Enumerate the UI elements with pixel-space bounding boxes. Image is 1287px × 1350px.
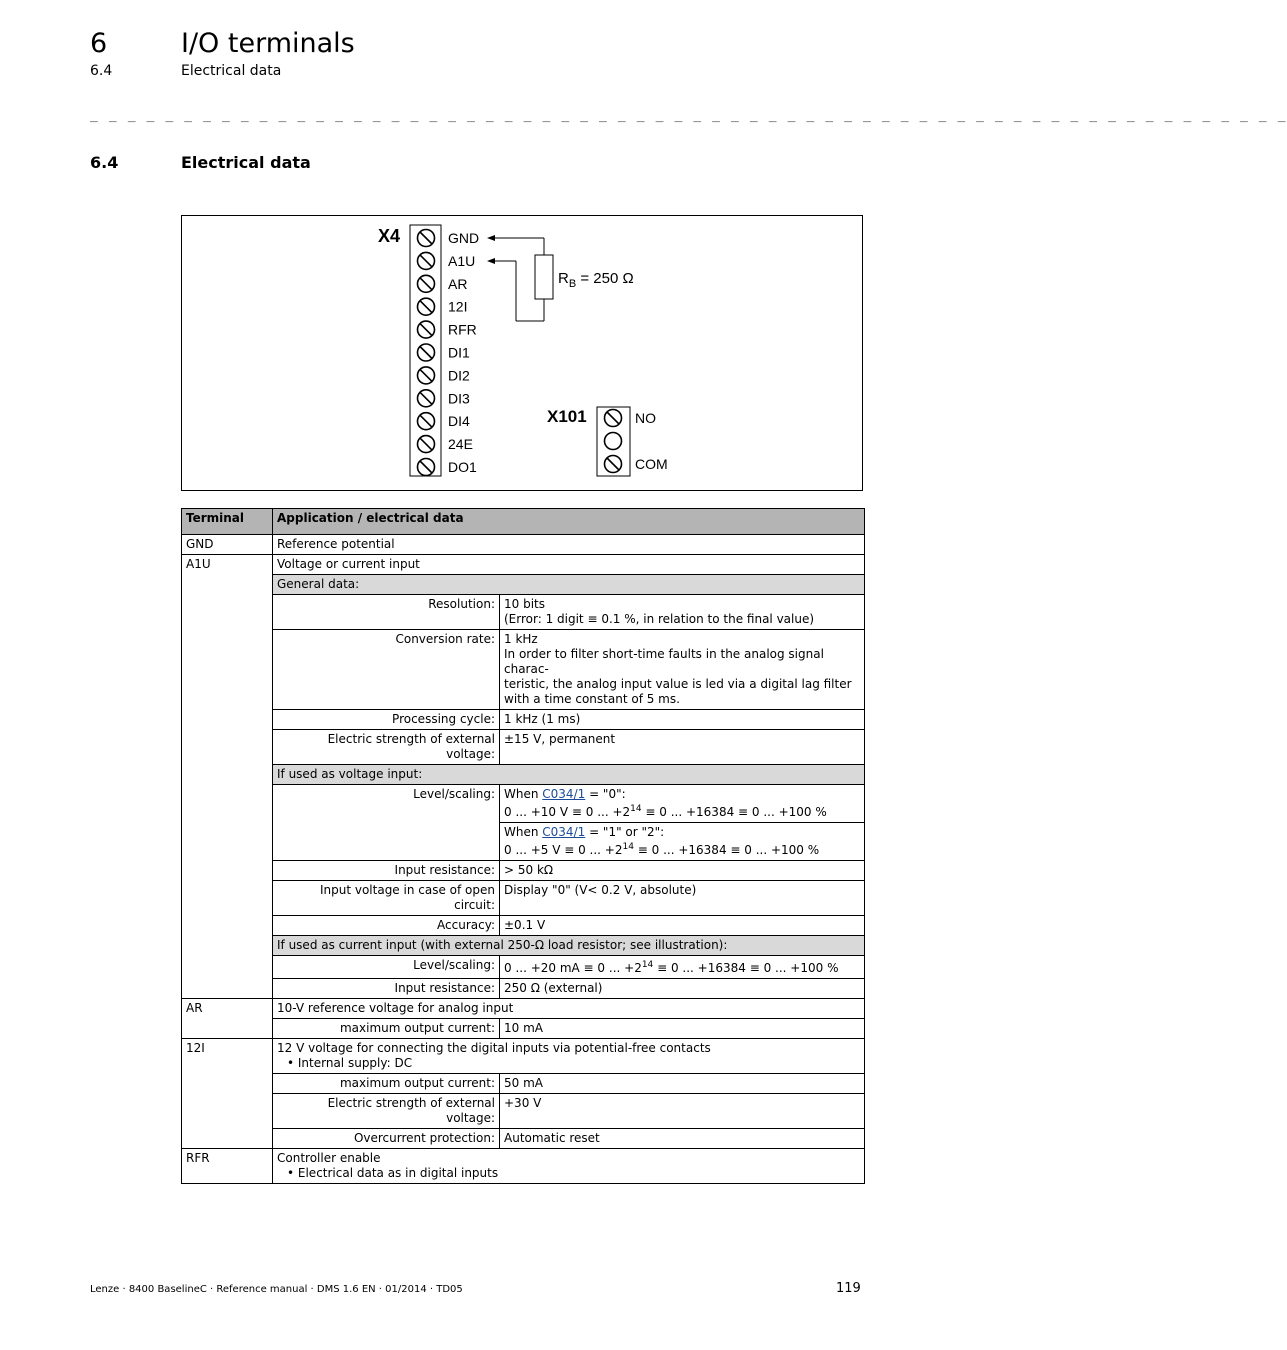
x4-terminal-label: DI3 [448,390,470,407]
x4-terminal-label: DI2 [448,367,470,384]
table-row [182,1129,865,1149]
param-label: maximum output current: [273,1074,500,1094]
x101-terminal-labels [635,410,668,472]
param-label: Level/scaling: [273,785,500,861]
x4-terminal-labels [448,230,479,475]
header-terminal: Terminal [182,509,273,535]
chapter-title: I/O terminals [181,28,355,59]
param-label: Resolution: [273,595,500,630]
subheading-cell: If used as current input (with external 250-Ω load resistor; see illustration): [273,936,865,956]
footer-text: Lenze · 8400 BaselineC · Reference manual · DMS 1.6 EN · 01/2014 · TD05 [90,1284,463,1295]
description-cell: 10-V reference voltage for analog input [273,999,865,1019]
table-row [182,535,865,555]
terminal-cell: 12I [182,1039,273,1149]
chapter-number: 6 [90,28,108,59]
param-label: Electric strength of external voltage: [273,1094,500,1129]
table-row [182,1074,865,1094]
param-label: Input resistance: [273,979,500,999]
param-label: Accuracy: [273,916,500,936]
param-value: 0 ... +20 mA ≡ 0 ... $+2^{14} \equiv 0$ ... +16384 ≡ 0 ... +100 % [500,956,865,979]
section-title: Electrical data [181,153,311,172]
param-label: Conversion rate: [273,630,500,710]
subheading-cell: General data: [273,575,865,595]
table-row [182,881,865,916]
param-value: 1 kHz In order to filter short-time faults in the analog signal charac- teristic, the analog input value is led via a digital lag filter with a time constant of 5 ms. [500,630,865,710]
section-number: 6.4 [90,153,119,172]
param-value: When C034/1 = "0": 0 ... +10 V ≡ 0 ... $+2^{14} \equiv 0$ ... +16384 ≡ 0 ... +100 % [500,785,865,823]
page-number: 119 [836,1281,861,1296]
table-row [182,936,865,956]
x101-screws [605,410,622,473]
table-row [182,730,865,765]
table-row [182,999,865,1019]
subchapter-title: Electrical data [181,63,282,79]
table-row [182,785,865,823]
description-cell: Controller enable • Electrical data as in digital inputs [273,1149,865,1184]
param-label: Electric strength of external voltage: [273,730,500,765]
table-row [182,1019,865,1039]
terminal-cell: RFR [182,1149,273,1184]
terminal-cell: A1U [182,555,273,999]
table-row [182,861,865,881]
table-row [182,765,865,785]
description-cell: 12 V voltage for connecting the digital inputs via potential-free contacts • Internal supply: DC [273,1039,865,1074]
terminal-cell: AR [182,999,273,1039]
description-cell: Reference potential [273,535,865,555]
c034-link[interactable]: C034/1 [542,825,586,839]
x4-terminal-label: RFR [448,321,477,338]
param-label: Input resistance: [273,861,500,881]
param-value: 250 Ω (external) [500,979,865,999]
x4-terminal-label: 24E [448,436,473,453]
electrical-data-table [181,508,865,1184]
table-row [182,956,865,979]
x4-label: X4 [378,226,401,246]
description-cell: Voltage or current input [273,555,865,575]
param-value: Automatic reset [500,1129,865,1149]
param-label: maximum output current: [273,1019,500,1039]
param-label: Level/scaling: [273,956,500,979]
param-value: 10 mA [500,1019,865,1039]
param-value: 50 mA [500,1074,865,1094]
x4-terminal-label: DI4 [448,413,470,430]
param-label: Input voltage in case of open circuit: [273,881,500,916]
x4-terminal-label: DI1 [448,344,470,361]
table-row [182,1094,865,1129]
table-row [182,1039,865,1074]
param-value: ±15 V, permanent [500,730,865,765]
resistor-label: $R_B = 250$ Ω [558,270,634,290]
x4-terminal-label: GND [448,230,480,246]
table-row [182,630,865,710]
table-header-row [182,509,865,535]
c034-link[interactable]: C034/1 [542,787,586,801]
x4-terminal-label: A1U [448,252,476,269]
table-row [182,555,865,575]
x101-label: X101 [547,407,587,426]
terminal-diagram [181,215,863,491]
param-label: Overcurrent protection: [273,1129,500,1149]
resistor [535,255,553,299]
table-row [182,595,865,630]
param-value: ±0.1 V [500,916,865,936]
x101-terminal-label: NO [635,410,656,426]
table-row [182,979,865,999]
subchapter-number: 6.4 [90,63,113,79]
subheading-cell: If used as voltage input: [273,765,865,785]
param-value: +30 V [500,1094,865,1129]
arrow-gnd [487,235,495,241]
table-row [182,1149,865,1184]
x4-terminal-label: DO1 [448,459,477,475]
param-value: Display "0" (V< 0.2 V, absolute) [500,881,865,916]
header-application: Application / electrical data [273,509,865,535]
table-row [182,710,865,730]
table-row [182,575,865,595]
x4-screws [418,230,435,476]
x4-terminal-label: 12I [448,298,468,315]
param-label: Processing cycle: [273,710,500,730]
param-value: > 50 kΩ [500,861,865,881]
x4-terminal-label: AR [448,275,468,292]
param-value: When C034/1 = "1" or "2": 0 ... +5 V ≡ 0 ... $+2^{14} \equiv 0$ ... +16384 ≡ 0 ... +100 % [500,823,865,861]
terminal-cell: GND [182,535,273,555]
arrow-a1u [487,258,495,264]
table-row [182,916,865,936]
x101-terminal-label: COM [635,456,668,472]
param-value: 10 bits (Error: 1 digit ≡ 0.1 %, in relation to the final value) [500,595,865,630]
header-divider: _ _ _ _ _ _ _ _ _ _ _ _ _ _ _ _ _ _ _ _ _ _ _ _ _ _ _ _ _ _ _ _ _ _ _ _ _ _ _ _ _ _ _ _ _ _ _ _ _ _ _ _ _ _ _ _ _ _ _ _ _ _ _ _ [90,108,1287,123]
x101-screw-blank [605,433,622,450]
param-value: 1 kHz (1 ms) [500,710,865,730]
